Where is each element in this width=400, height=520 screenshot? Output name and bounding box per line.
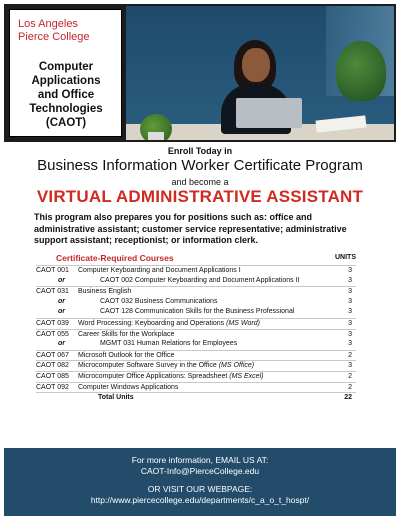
total-row bbox=[36, 392, 356, 403]
course-code: CAOT 001 bbox=[36, 267, 69, 274]
courses-heading: Certificate-Required Courses bbox=[56, 253, 174, 263]
course-title: Computer Windows Applications bbox=[78, 383, 179, 391]
college-line: Los Angeles bbox=[18, 18, 78, 30]
course-units: 3 bbox=[348, 276, 352, 284]
table-row bbox=[36, 350, 356, 361]
role-title: VIRTUAL ADMINISTRATIVE ASSISTANT bbox=[36, 187, 364, 206]
or-label: or bbox=[58, 308, 65, 316]
course-note: (MS Excel) bbox=[229, 372, 264, 380]
course-note: (MS Word) bbox=[226, 319, 260, 327]
course-units: 3 bbox=[348, 362, 352, 370]
or-label: or bbox=[58, 276, 65, 284]
header-banner bbox=[4, 4, 396, 142]
or-label: or bbox=[58, 297, 65, 305]
course-title: Career Skills for the Workplace bbox=[78, 330, 175, 338]
enroll-text: Enroll Today in bbox=[167, 146, 233, 156]
office-worker-photo bbox=[126, 6, 396, 140]
course-title: CAOT 002 Computer Keyboarding and Document Applications II bbox=[100, 276, 300, 284]
course-code: CAOT 067 bbox=[36, 351, 69, 359]
contact-footer bbox=[4, 448, 396, 516]
table-row bbox=[36, 276, 356, 287]
prepares-paragraph: This program also prepares you for positions such as: office and administrative assistant; customer service representative; administrative support assistant; receptionist; or information clerk. bbox=[34, 212, 347, 245]
college-line: Pierce College bbox=[18, 31, 90, 43]
table-row bbox=[36, 371, 356, 382]
course-units: 3 bbox=[348, 288, 352, 296]
total-label: Total Units bbox=[98, 394, 134, 402]
course-units: 2 bbox=[348, 351, 352, 359]
course-title: Computer Keyboarding and Document Applications I bbox=[78, 267, 241, 274]
plant-right-shape bbox=[336, 41, 386, 101]
course-code: CAOT 085 bbox=[36, 372, 69, 380]
course-title-text: Microcomputer Office Applications: Spreadsheet bbox=[78, 372, 228, 380]
course-units: 3 bbox=[348, 340, 352, 348]
program-name bbox=[14, 60, 118, 130]
college-name bbox=[18, 18, 90, 44]
course-code: CAOT 055 bbox=[36, 330, 69, 338]
program-line: Applications bbox=[31, 75, 101, 87]
course-code: CAOT 082 bbox=[36, 362, 69, 370]
table-row bbox=[36, 318, 356, 329]
course-title: Business English bbox=[78, 288, 132, 296]
program-line: (CAOT) bbox=[45, 117, 87, 129]
course-units: 2 bbox=[348, 383, 352, 391]
total-units: 22 bbox=[344, 394, 352, 402]
course-table bbox=[36, 251, 356, 403]
table-row bbox=[36, 286, 356, 297]
program-line: Technologies bbox=[29, 103, 103, 115]
course-units: 3 bbox=[348, 319, 352, 327]
laptop-shape bbox=[236, 98, 302, 128]
course-title: CAOT 128 Communication Skills for the Business Professional bbox=[100, 308, 295, 316]
course-units: 3 bbox=[348, 297, 352, 305]
course-code: CAOT 092 bbox=[36, 383, 69, 391]
table-row bbox=[36, 382, 356, 393]
course-title-text: Microcomputer Software Survey in the Office bbox=[78, 362, 217, 370]
course-units: 2 bbox=[348, 372, 352, 380]
title-box bbox=[9, 9, 122, 137]
webpage-link[interactable]: http://www.piercecollege.edu/departments/c_a_o_t_hospt/ bbox=[90, 495, 310, 505]
course-units: 3 bbox=[348, 308, 352, 316]
pot-shape bbox=[148, 132, 164, 140]
table-row bbox=[36, 329, 356, 340]
person-face-shape bbox=[242, 48, 270, 82]
course-units: 3 bbox=[348, 267, 352, 274]
webpage-intro: OR VISIT OUR WEBPAGE: bbox=[147, 484, 253, 494]
program-title: Business Information Worker Certificate Program bbox=[37, 157, 363, 174]
email-intro: For more information, EMAIL US AT: bbox=[131, 455, 269, 465]
course-code: CAOT 039 bbox=[36, 319, 69, 327]
become-text: and become a bbox=[171, 177, 229, 187]
course-title: CAOT 032 Business Communications bbox=[100, 297, 218, 305]
course-units: 3 bbox=[348, 330, 352, 338]
units-heading: UNITS bbox=[335, 254, 356, 261]
course-code: CAOT 031 bbox=[36, 288, 69, 296]
program-line: and Office bbox=[37, 89, 95, 101]
course-title-text: Word Processing: Keyboarding and Operations bbox=[78, 319, 225, 327]
email-link[interactable]: CAOT-Info@PierceCollege.edu bbox=[140, 466, 260, 476]
table-row bbox=[36, 297, 356, 308]
course-title: MGMT 031 Human Relations for Employees bbox=[100, 340, 238, 348]
table-row bbox=[36, 265, 356, 276]
course-title: Microsoft Outlook for the Office bbox=[78, 351, 175, 359]
table-row bbox=[36, 307, 356, 318]
or-label: or bbox=[58, 340, 65, 348]
course-note: (MS Office) bbox=[218, 362, 255, 370]
table-header bbox=[36, 251, 356, 265]
table-row bbox=[36, 339, 356, 350]
program-line: Computer bbox=[38, 61, 94, 73]
table-row bbox=[36, 360, 356, 371]
